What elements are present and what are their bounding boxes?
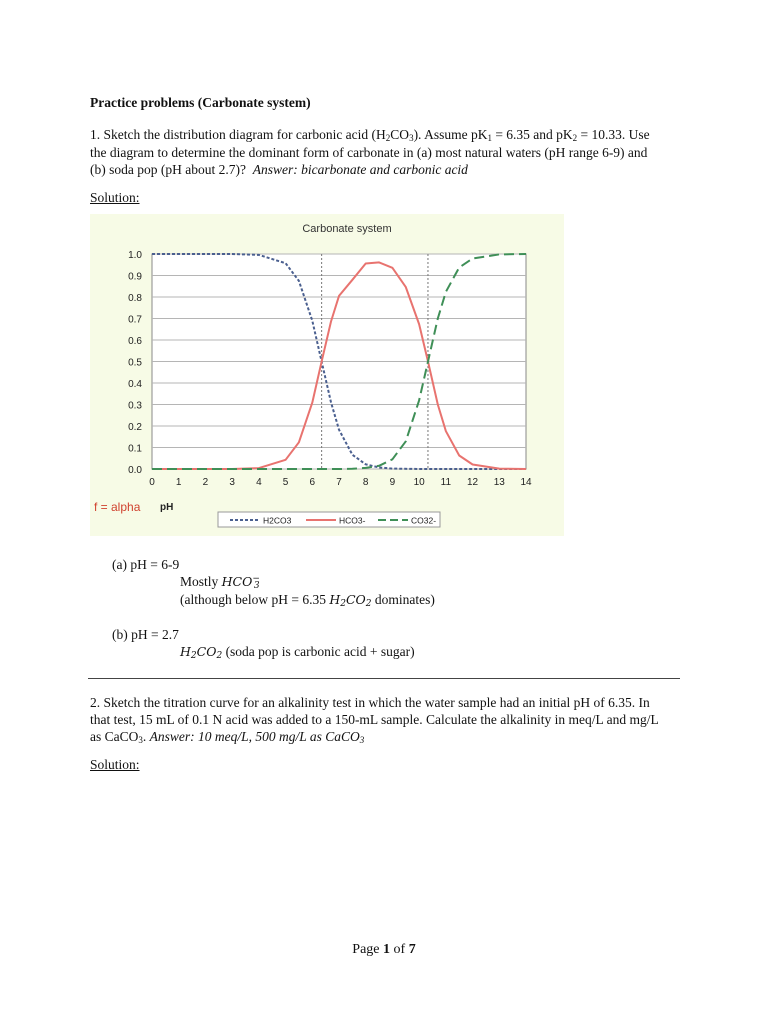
x-tick-label: 4 <box>256 477 262 488</box>
x-tick-label: 7 <box>336 477 342 488</box>
x-tick-label: 1 <box>175 477 182 488</box>
y-tick-label: 0.6 <box>128 336 142 347</box>
y-tick-label: 0.4 <box>128 379 142 390</box>
x-tick-label: 5 <box>282 477 289 488</box>
y-tick-label: 0.8 <box>128 293 142 304</box>
legend-label: H2CO3 <box>263 515 292 526</box>
x-tick-label: 9 <box>389 477 396 488</box>
hco3-formula: $HCO^-_3$ <box>221 573 260 591</box>
solution-label-1: Solution: <box>90 190 140 205</box>
x-tick-label: 8 <box>362 477 369 488</box>
page-footer: Page 1 of 7 <box>352 942 416 957</box>
carbonate-distribution-chart <box>90 214 564 536</box>
x-tick-label: 11 <box>440 477 452 488</box>
part-a-note: (although below pH = 6.35 $H_2CO_2$ dominates) <box>180 592 435 609</box>
x-tick-label: 14 <box>520 477 532 488</box>
x-tick-label: 10 <box>413 477 425 488</box>
question-1-line-2: the diagram to determine the dominant form of carbonate in (a) most natural waters (pH range 6-9) and <box>90 145 648 160</box>
x-tick-label: 12 <box>467 477 479 488</box>
question-1-line-3: (b) soda pop (pH about 2.7)? Answer: bicarbonate and carbonic acid <box>90 162 468 177</box>
x-tick-label: 13 <box>493 477 505 488</box>
y-tick-label: 0.0 <box>128 465 142 476</box>
x-tick-label: 2 <box>202 477 209 488</box>
legend-label: HCO3- <box>339 515 366 526</box>
y-tick-label: 0.3 <box>128 400 142 412</box>
section-divider <box>88 678 680 679</box>
part-b-label: (b) pH = 2.7 <box>112 627 179 642</box>
part-a-mostly: Mostly $HCO^-_3$ <box>180 573 260 591</box>
y-tick-label: 1.0 <box>128 250 142 261</box>
solution-label-2: Solution: <box>90 757 140 772</box>
y-tick-label: 0.7 <box>128 314 142 326</box>
y-axis-label: f = alpha <box>94 500 141 514</box>
document-title: Practice problems (Carbonate system) <box>90 95 311 110</box>
answer-2: Answer: 10 meq/L, 500 mg/L as CaCO <box>149 729 360 744</box>
question-2-line-1: 2. Sketch the titration curve for an alkalinity test in which the water sample had an initial pH of 6.35. In <box>90 695 650 710</box>
x-tick-label: 0 <box>149 477 155 488</box>
x-tick-label: 6 <box>309 477 316 488</box>
question-1-line-1: 1. Sketch the distribution diagram for carbonic acid $(H_2CO_3)$. Assume $pK_1 = 6.35$ and $pK_2 = 10.33$. Use <box>90 127 650 143</box>
x-tick-label: 3 <box>229 477 235 488</box>
question-2-line-2: that test, 15 mL of 0.1 N acid was added to a 150-mL sample. Calculate the alkalinity in meq/L and mg/L <box>90 712 659 727</box>
chart-svg <box>90 214 564 536</box>
chart-title: Carbonate system <box>302 223 392 235</box>
part-a-label: (a) pH = 6-9 <box>112 557 180 572</box>
y-tick-label: 0.9 <box>128 271 142 283</box>
question-2-line-3: as CaCO$_3$. Answer: 10 meq/L, 500 mg/L as CaCO$_3$ <box>90 729 365 745</box>
y-tick-label: 0.5 <box>128 357 142 369</box>
x-axis-label: pH <box>160 502 174 513</box>
part-b-note: $H_2CO_2$ (soda pop is carbonic acid + sugar) <box>180 644 415 661</box>
y-tick-label: 0.1 <box>128 443 142 455</box>
y-tick-label: 0.2 <box>128 422 142 433</box>
answer-1: Answer: bicarbonate and carbonic acid <box>252 162 468 177</box>
legend-label: CO32- <box>411 515 437 526</box>
